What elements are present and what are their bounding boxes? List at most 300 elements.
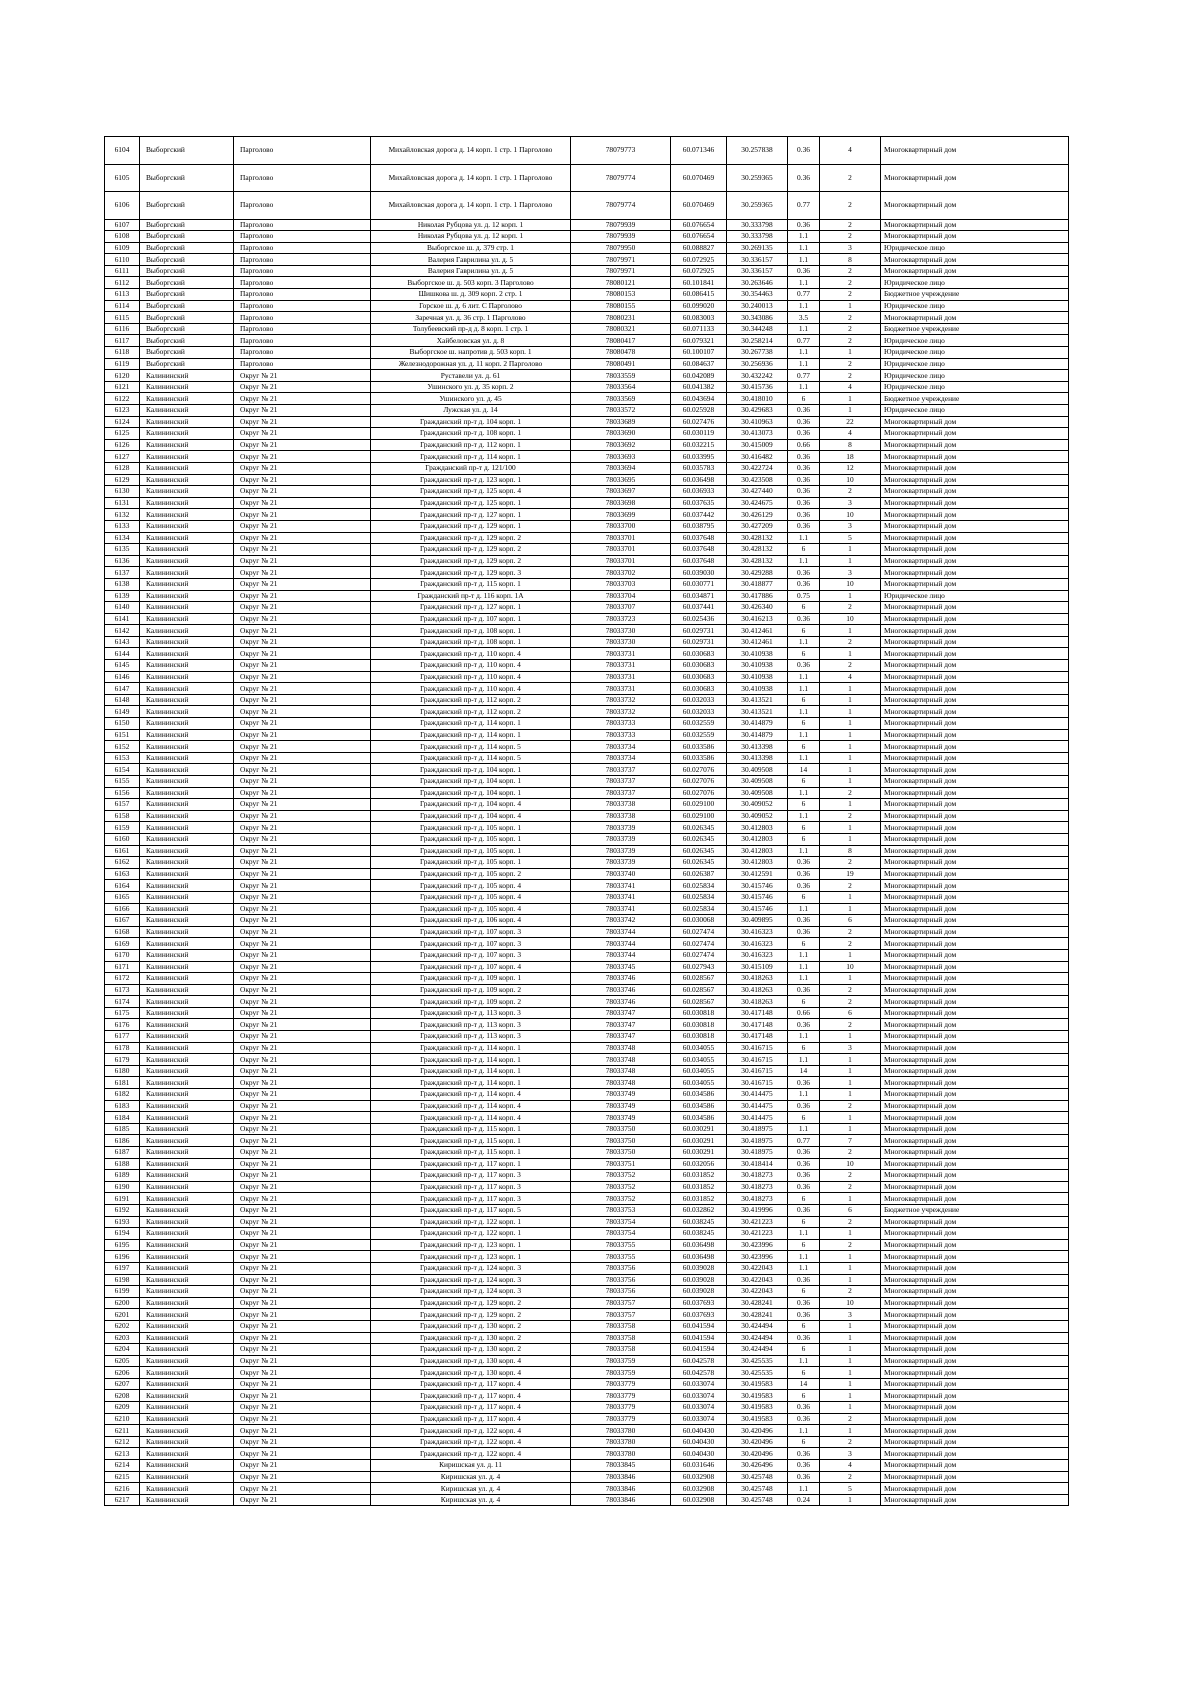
- count-cell: 1: [820, 1228, 881, 1240]
- count-cell: 1: [820, 300, 881, 312]
- table-row: [105, 1402, 1069, 1414]
- district-cell: Калининский: [140, 416, 234, 428]
- longitude-cell: 30.412591: [727, 868, 788, 880]
- district-cell: Калининский: [140, 1378, 234, 1390]
- longitude-cell: 30.422043: [727, 1274, 788, 1286]
- volume-cell: 1.1: [788, 555, 820, 567]
- table-row: [105, 741, 1069, 753]
- latitude-cell: 60.070469: [671, 192, 727, 220]
- district-cell: Калининский: [140, 497, 234, 509]
- row-number: 6151: [105, 729, 140, 741]
- address-cell: Гражданский пр-т д. 113 корп. 3: [371, 1007, 571, 1019]
- address-cell: Гражданский пр-т д. 115 корп. 1: [371, 1135, 571, 1147]
- owner-type-cell: Многоквартирный дом: [881, 787, 1069, 799]
- owner-type-cell: Многоквартирный дом: [881, 706, 1069, 718]
- table-row: [105, 1436, 1069, 1448]
- count-cell: 1: [820, 973, 881, 985]
- owner-type-cell: Бюджетное учреждение: [881, 323, 1069, 335]
- row-number: 6139: [105, 590, 140, 602]
- count-cell: 1: [820, 1390, 881, 1402]
- district-cell: Выборгский: [140, 277, 234, 289]
- address-cell: Гражданский пр-т д. 106 корп. 4: [371, 915, 571, 927]
- owner-type-cell: Многоквартирный дом: [881, 694, 1069, 706]
- address-cell: Гражданский пр-т д. 104 корп. 1: [371, 416, 571, 428]
- district-cell: Выборгский: [140, 289, 234, 301]
- object-id-cell: 78033780: [571, 1436, 671, 1448]
- address-cell: Гражданский пр-т д. 104 корп. 4: [371, 810, 571, 822]
- municipality-cell: Парголово: [234, 254, 371, 266]
- owner-type-cell: Многоквартирный дом: [881, 938, 1069, 950]
- object-id-cell: 78080155: [571, 300, 671, 312]
- district-cell: Калининский: [140, 1089, 234, 1101]
- table-row: [105, 636, 1069, 648]
- table-row: [105, 973, 1069, 985]
- district-cell: Калининский: [140, 428, 234, 440]
- address-cell: Гражданский пр-т д. 129 корп. 2: [371, 532, 571, 544]
- latitude-cell: 60.041382: [671, 381, 727, 393]
- count-cell: 2: [820, 192, 881, 220]
- district-cell: Калининский: [140, 1077, 234, 1089]
- owner-type-cell: Многоквартирный дом: [881, 949, 1069, 961]
- volume-cell: 6: [788, 1367, 820, 1379]
- longitude-cell: 30.419583: [727, 1402, 788, 1414]
- volume-cell: 1.1: [788, 1483, 820, 1495]
- object-id-cell: 78033737: [571, 776, 671, 788]
- municipality-cell: Округ № 21: [234, 1112, 371, 1124]
- row-number: 6118: [105, 347, 140, 359]
- municipality-cell: Округ № 21: [234, 1123, 371, 1135]
- row-number: 6195: [105, 1239, 140, 1251]
- longitude-cell: 30.416323: [727, 938, 788, 950]
- owner-type-cell: Многоквартирный дом: [881, 1158, 1069, 1170]
- district-cell: Калининский: [140, 1100, 234, 1112]
- volume-cell: 1.1: [788, 949, 820, 961]
- count-cell: 1: [820, 1077, 881, 1089]
- district-cell: Калининский: [140, 1031, 234, 1043]
- volume-cell: 1.1: [788, 1228, 820, 1240]
- row-number: 6172: [105, 973, 140, 985]
- district-cell: Калининский: [140, 683, 234, 695]
- longitude-cell: 30.240013: [727, 300, 788, 312]
- municipality-cell: Округ № 21: [234, 381, 371, 393]
- district-cell: Калининский: [140, 1135, 234, 1147]
- address-cell: Гражданский пр-т д. 114 корп. 1: [371, 718, 571, 730]
- object-id-cell: 78033741: [571, 891, 671, 903]
- row-number: 6216: [105, 1483, 140, 1495]
- object-id-cell: 78033701: [571, 544, 671, 556]
- district-cell: Калининский: [140, 752, 234, 764]
- latitude-cell: 60.072925: [671, 254, 727, 266]
- row-number: 6125: [105, 428, 140, 440]
- object-id-cell: 78033737: [571, 787, 671, 799]
- object-id-cell: 78033749: [571, 1100, 671, 1112]
- count-cell: 10: [820, 578, 881, 590]
- municipality-cell: Округ № 21: [234, 961, 371, 973]
- row-number: 6119: [105, 358, 140, 370]
- table-row: [105, 1158, 1069, 1170]
- district-cell: Калининский: [140, 1425, 234, 1437]
- owner-type-cell: Многоквартирный дом: [881, 1297, 1069, 1309]
- district-cell: Калининский: [140, 1158, 234, 1170]
- address-cell: Гражданский пр-т д. 104 корп. 1: [371, 776, 571, 788]
- object-id-cell: 78033694: [571, 462, 671, 474]
- object-id-cell: 78033757: [571, 1297, 671, 1309]
- district-cell: Калининский: [140, 1436, 234, 1448]
- row-number: 6142: [105, 625, 140, 637]
- owner-type-cell: Многоквартирный дом: [881, 137, 1069, 165]
- row-number: 6190: [105, 1181, 140, 1193]
- table-row: [105, 300, 1069, 312]
- volume-cell: 0.36: [788, 164, 820, 192]
- owner-type-cell: Многоквартирный дом: [881, 462, 1069, 474]
- address-cell: Гражданский пр-т д. 130 корп. 4: [371, 1367, 571, 1379]
- latitude-cell: 60.030683: [671, 660, 727, 672]
- count-cell: 2: [820, 602, 881, 614]
- count-cell: 1: [820, 625, 881, 637]
- table-row: [105, 718, 1069, 730]
- object-id-cell: 78033692: [571, 439, 671, 451]
- municipality-cell: Округ № 21: [234, 1448, 371, 1460]
- row-number: 6132: [105, 509, 140, 521]
- count-cell: 3: [820, 567, 881, 579]
- municipality-cell: Округ № 21: [234, 984, 371, 996]
- count-cell: 2: [820, 787, 881, 799]
- municipality-cell: Округ № 21: [234, 405, 371, 417]
- volume-cell: 3.5: [788, 312, 820, 324]
- row-number: 6182: [105, 1089, 140, 1101]
- table-row: [105, 1390, 1069, 1402]
- table-row: [105, 1251, 1069, 1263]
- latitude-cell: 60.030119: [671, 428, 727, 440]
- table-row: [105, 1471, 1069, 1483]
- volume-cell: 1.1: [788, 1425, 820, 1437]
- district-cell: Калининский: [140, 880, 234, 892]
- count-cell: 2: [820, 1471, 881, 1483]
- latitude-cell: 60.026345: [671, 857, 727, 869]
- municipality-cell: Округ № 21: [234, 1344, 371, 1356]
- municipality-cell: Округ № 21: [234, 880, 371, 892]
- district-cell: Калининский: [140, 1193, 234, 1205]
- address-cell: Гражданский пр-т д. 117 корп. 3: [371, 1193, 571, 1205]
- table-row: [105, 137, 1069, 165]
- municipality-cell: Округ № 21: [234, 1239, 371, 1251]
- address-cell: Гражданский пр-т д. 116 корп. 1А: [371, 590, 571, 602]
- count-cell: 1: [820, 706, 881, 718]
- owner-type-cell: Многоквартирный дом: [881, 1193, 1069, 1205]
- row-number: 6110: [105, 254, 140, 266]
- latitude-cell: 60.032908: [671, 1483, 727, 1495]
- address-cell: Выборгское ш. д. 379 стр. 1: [371, 242, 571, 254]
- owner-type-cell: Многоквартирный дом: [881, 451, 1069, 463]
- district-cell: Калининский: [140, 1170, 234, 1182]
- volume-cell: 1.1: [788, 961, 820, 973]
- latitude-cell: 60.025834: [671, 903, 727, 915]
- owner-type-cell: Многоквартирный дом: [881, 1170, 1069, 1182]
- municipality-cell: Округ № 21: [234, 451, 371, 463]
- latitude-cell: 60.076654: [671, 231, 727, 243]
- count-cell: 10: [820, 1297, 881, 1309]
- district-cell: Калининский: [140, 1494, 234, 1506]
- object-id-cell: 78033747: [571, 1019, 671, 1031]
- object-id-cell: 78033723: [571, 613, 671, 625]
- latitude-cell: 60.034586: [671, 1100, 727, 1112]
- volume-cell: 1.1: [788, 231, 820, 243]
- object-id-cell: 78033758: [571, 1320, 671, 1332]
- volume-cell: 0.36: [788, 1413, 820, 1425]
- object-id-cell: 78033740: [571, 868, 671, 880]
- district-cell: Калининский: [140, 996, 234, 1008]
- longitude-cell: 30.412461: [727, 636, 788, 648]
- address-cell: Гражданский пр-т д. 129 корп. 2: [371, 1309, 571, 1321]
- object-id-cell: 78033707: [571, 602, 671, 614]
- owner-type-cell: Многоквартирный дом: [881, 1378, 1069, 1390]
- address-cell: Киришская ул. д. 11: [371, 1460, 571, 1472]
- district-cell: Выборгский: [140, 335, 234, 347]
- longitude-cell: 30.420496: [727, 1425, 788, 1437]
- volume-cell: 6: [788, 1112, 820, 1124]
- row-number: 6209: [105, 1402, 140, 1414]
- municipality-cell: Округ № 21: [234, 1483, 371, 1495]
- owner-type-cell: Многоквартирный дом: [881, 1425, 1069, 1437]
- address-cell: Гражданский пр-т д. 112 корп. 1: [371, 439, 571, 451]
- municipality-cell: Округ № 21: [234, 949, 371, 961]
- table-row: [105, 1274, 1069, 1286]
- address-cell: Гражданский пр-т д. 114 корп. 5: [371, 752, 571, 764]
- row-number: 6167: [105, 915, 140, 927]
- volume-cell: 6: [788, 602, 820, 614]
- district-cell: Калининский: [140, 370, 234, 382]
- latitude-cell: 60.033586: [671, 741, 727, 753]
- row-number: 6168: [105, 926, 140, 938]
- volume-cell: 0.36: [788, 660, 820, 672]
- municipality-cell: Округ № 21: [234, 1019, 371, 1031]
- row-number: 6116: [105, 323, 140, 335]
- address-cell: Гражданский пр-т д. 113 корп. 3: [371, 1031, 571, 1043]
- volume-cell: 0.36: [788, 428, 820, 440]
- volume-cell: 0.36: [788, 219, 820, 231]
- owner-type-cell: Многоквартирный дом: [881, 474, 1069, 486]
- municipality-cell: Округ № 21: [234, 1460, 371, 1472]
- address-cell: Гражданский пр-т д. 114 корп. 1: [371, 1054, 571, 1066]
- latitude-cell: 60.027474: [671, 926, 727, 938]
- count-cell: 1: [820, 1193, 881, 1205]
- object-id-cell: 78033731: [571, 648, 671, 660]
- latitude-cell: 60.033995: [671, 451, 727, 463]
- longitude-cell: 30.414879: [727, 718, 788, 730]
- district-cell: Калининский: [140, 1007, 234, 1019]
- owner-type-cell: Многоквартирный дом: [881, 1089, 1069, 1101]
- owner-type-cell: Бюджетное учреждение: [881, 393, 1069, 405]
- longitude-cell: 30.415009: [727, 439, 788, 451]
- row-number: 6208: [105, 1390, 140, 1402]
- count-cell: 1: [820, 833, 881, 845]
- municipality-cell: Округ № 21: [234, 1320, 371, 1332]
- longitude-cell: 30.415746: [727, 903, 788, 915]
- municipality-cell: Округ № 21: [234, 520, 371, 532]
- longitude-cell: 30.413073: [727, 428, 788, 440]
- volume-cell: 6: [788, 1216, 820, 1228]
- owner-type-cell: Многоквартирный дом: [881, 776, 1069, 788]
- owner-type-cell: Многоквартирный дом: [881, 567, 1069, 579]
- owner-type-cell: Многоквартирный дом: [881, 578, 1069, 590]
- address-cell: Гражданский пр-т д. 112 корп. 2: [371, 706, 571, 718]
- table-row: [105, 439, 1069, 451]
- object-id-cell: 78033742: [571, 915, 671, 927]
- municipality-cell: Округ № 21: [234, 1228, 371, 1240]
- object-id-cell: 78033738: [571, 799, 671, 811]
- district-cell: Калининский: [140, 451, 234, 463]
- count-cell: 1: [820, 1332, 881, 1344]
- count-cell: 2: [820, 277, 881, 289]
- latitude-cell: 60.032908: [671, 1494, 727, 1506]
- district-cell: Калининский: [140, 1123, 234, 1135]
- object-id-cell: 78033754: [571, 1228, 671, 1240]
- row-number: 6192: [105, 1204, 140, 1216]
- longitude-cell: 30.428241: [727, 1297, 788, 1309]
- address-cell: Гражданский пр-т д. 121/100: [371, 462, 571, 474]
- district-cell: Калининский: [140, 1112, 234, 1124]
- longitude-cell: 30.416715: [727, 1042, 788, 1054]
- volume-cell: 6: [788, 799, 820, 811]
- address-cell: Гражданский пр-т д. 123 корп. 1: [371, 474, 571, 486]
- owner-type-cell: Многоквартирный дом: [881, 1390, 1069, 1402]
- table-row: [105, 694, 1069, 706]
- volume-cell: 0.36: [788, 1181, 820, 1193]
- table-row: [105, 1448, 1069, 1460]
- district-cell: Калининский: [140, 1320, 234, 1332]
- row-number: 6111: [105, 265, 140, 277]
- table-row: [105, 289, 1069, 301]
- table-row: [105, 347, 1069, 359]
- count-cell: 2: [820, 1216, 881, 1228]
- longitude-cell: 30.418975: [727, 1135, 788, 1147]
- owner-type-cell: Многоквартирный дом: [881, 1332, 1069, 1344]
- municipality-cell: Округ № 21: [234, 799, 371, 811]
- volume-cell: 0.36: [788, 451, 820, 463]
- municipality-cell: Парголово: [234, 137, 371, 165]
- latitude-cell: 60.040430: [671, 1436, 727, 1448]
- district-cell: Калининский: [140, 1460, 234, 1472]
- row-number: 6141: [105, 613, 140, 625]
- latitude-cell: 60.033074: [671, 1390, 727, 1402]
- owner-type-cell: Многоквартирный дом: [881, 265, 1069, 277]
- table-row: [105, 265, 1069, 277]
- district-cell: Калининский: [140, 486, 234, 498]
- address-cell: Гражданский пр-т д. 130 корп. 2: [371, 1344, 571, 1356]
- owner-type-cell: Многоквартирный дом: [881, 1413, 1069, 1425]
- table-row: [105, 277, 1069, 289]
- municipality-cell: Округ № 21: [234, 694, 371, 706]
- count-cell: 1: [820, 1054, 881, 1066]
- table-row: [105, 451, 1069, 463]
- table-row: [105, 1112, 1069, 1124]
- volume-cell: 0.36: [788, 497, 820, 509]
- address-cell: Гражданский пр-т д. 107 корп. 3: [371, 926, 571, 938]
- municipality-cell: Округ № 21: [234, 393, 371, 405]
- count-cell: 2: [820, 358, 881, 370]
- longitude-cell: 30.410938: [727, 671, 788, 683]
- address-cell: Гражданский пр-т д. 117 корп. 3: [371, 1181, 571, 1193]
- table-row: [105, 1170, 1069, 1182]
- district-cell: Калининский: [140, 903, 234, 915]
- volume-cell: 6: [788, 996, 820, 1008]
- owner-type-cell: Многоквартирный дом: [881, 1274, 1069, 1286]
- longitude-cell: 30.415109: [727, 961, 788, 973]
- municipality-cell: Округ № 21: [234, 1147, 371, 1159]
- district-cell: Калининский: [140, 1309, 234, 1321]
- municipality-cell: Округ № 21: [234, 613, 371, 625]
- longitude-cell: 30.263646: [727, 277, 788, 289]
- latitude-cell: 60.040430: [671, 1425, 727, 1437]
- owner-type-cell: Многоквартирный дом: [881, 1344, 1069, 1356]
- table-row: [105, 671, 1069, 683]
- latitude-cell: 60.026387: [671, 868, 727, 880]
- object-id-cell: 78033731: [571, 671, 671, 683]
- count-cell: 2: [820, 335, 881, 347]
- object-id-cell: 78080231: [571, 312, 671, 324]
- district-cell: Калининский: [140, 602, 234, 614]
- row-number: 6161: [105, 845, 140, 857]
- table-row: [105, 555, 1069, 567]
- count-cell: 2: [820, 219, 881, 231]
- count-cell: 2: [820, 857, 881, 869]
- owner-type-cell: Многоквартирный дом: [881, 636, 1069, 648]
- count-cell: 1: [820, 648, 881, 660]
- volume-cell: 0.36: [788, 1274, 820, 1286]
- object-id-cell: 78079971: [571, 254, 671, 266]
- owner-type-cell: Юридическое лицо: [881, 370, 1069, 382]
- municipality-cell: Округ № 21: [234, 1425, 371, 1437]
- table-row: [105, 1460, 1069, 1472]
- longitude-cell: 30.419583: [727, 1378, 788, 1390]
- address-cell: Гражданский пр-т д. 107 корп. 3: [371, 938, 571, 950]
- table-row: [105, 868, 1069, 880]
- latitude-cell: 60.079321: [671, 335, 727, 347]
- longitude-cell: 30.429683: [727, 405, 788, 417]
- district-cell: Калининский: [140, 660, 234, 672]
- volume-cell: 1.1: [788, 810, 820, 822]
- address-cell: Гражданский пр-т д. 124 корп. 3: [371, 1286, 571, 1298]
- row-number: 6104: [105, 137, 140, 165]
- volume-cell: 6: [788, 694, 820, 706]
- latitude-cell: 60.025834: [671, 891, 727, 903]
- latitude-cell: 60.071346: [671, 137, 727, 165]
- longitude-cell: 30.425748: [727, 1494, 788, 1506]
- object-id-cell: 78033779: [571, 1413, 671, 1425]
- count-cell: 1: [820, 1320, 881, 1332]
- district-cell: Калининский: [140, 706, 234, 718]
- row-number: 6175: [105, 1007, 140, 1019]
- owner-type-cell: Многоквартирный дом: [881, 1355, 1069, 1367]
- count-cell: 2: [820, 636, 881, 648]
- count-cell: 2: [820, 231, 881, 243]
- owner-type-cell: Многоквартирный дом: [881, 486, 1069, 498]
- object-id-cell: 78033702: [571, 567, 671, 579]
- object-id-cell: 78033780: [571, 1425, 671, 1437]
- row-number: 6147: [105, 683, 140, 695]
- row-number: 6133: [105, 520, 140, 532]
- row-number: 6194: [105, 1228, 140, 1240]
- longitude-cell: 30.343086: [727, 312, 788, 324]
- volume-cell: 6: [788, 1042, 820, 1054]
- municipality-cell: Округ № 21: [234, 787, 371, 799]
- count-cell: 8: [820, 254, 881, 266]
- volume-cell: 1.1: [788, 358, 820, 370]
- longitude-cell: 30.422043: [727, 1262, 788, 1274]
- latitude-cell: 60.029100: [671, 810, 727, 822]
- longitude-cell: 30.424494: [727, 1344, 788, 1356]
- volume-cell: 0.36: [788, 1204, 820, 1216]
